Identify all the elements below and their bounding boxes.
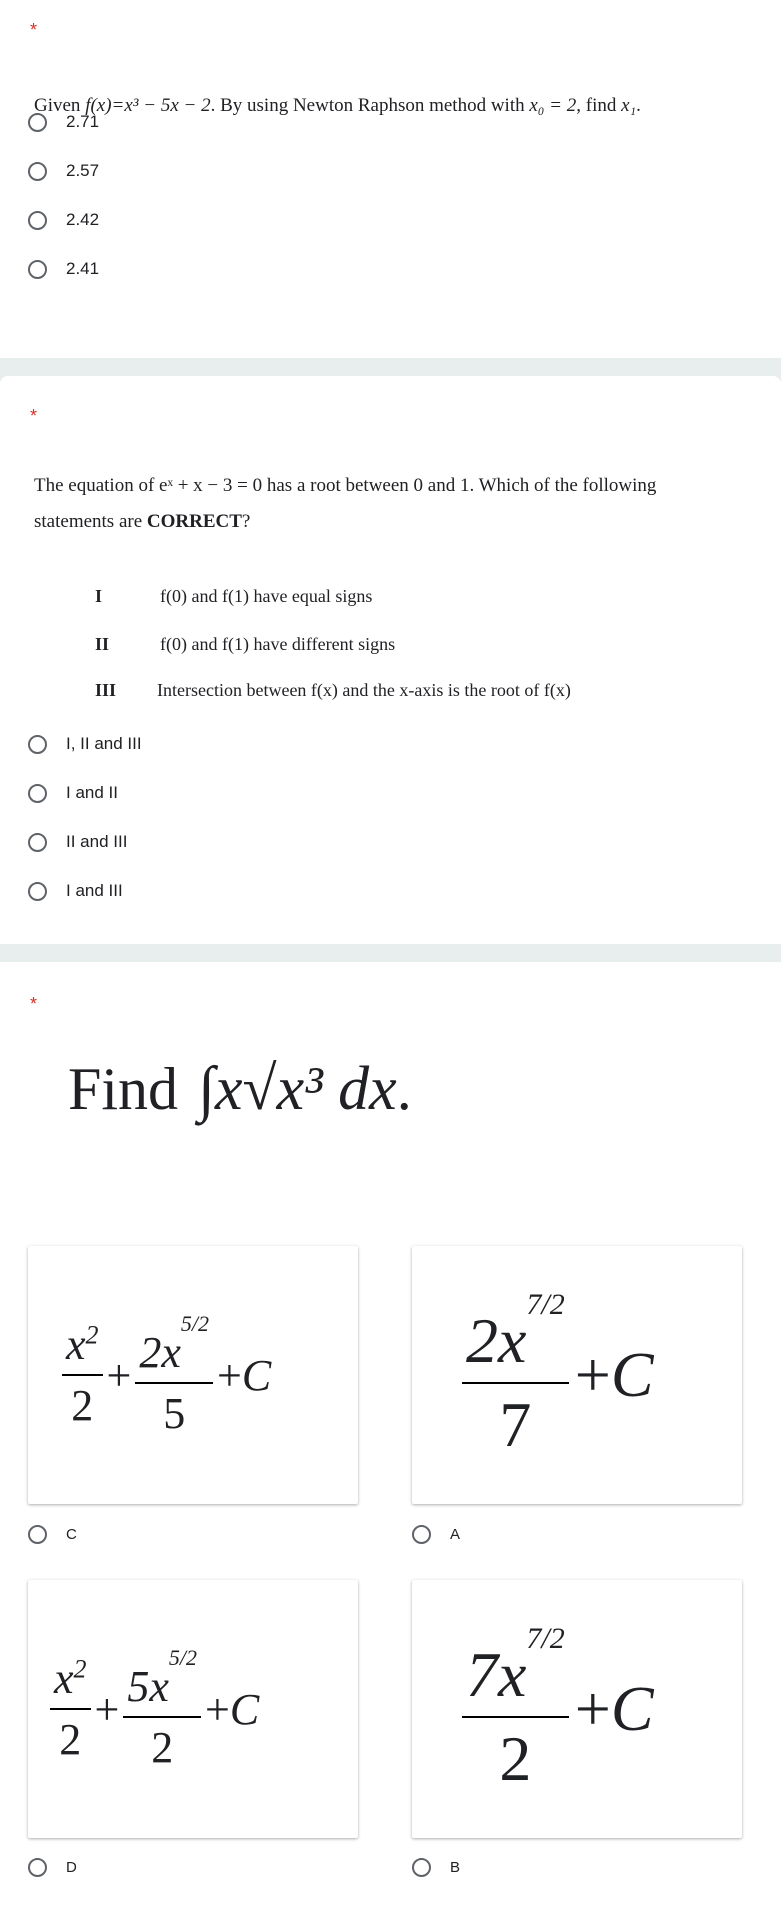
question-card-2 (0, 376, 781, 944)
question-card-3 (0, 962, 781, 1915)
card-separator (0, 944, 781, 962)
formula-a: $\frac{2x^{7/2}}{7}$ +C (412, 1246, 742, 1504)
question-1-text: Given f(x)=x³ − 5x − 2. By using Newton Raphson method with x₀ = 2, find x₁. (34, 95, 641, 116)
question-3-text: Find ∫x√x³ dx . (68, 1055, 412, 1123)
required-marker: * (30, 406, 38, 426)
find-word: Find (68, 1056, 179, 1122)
choice-image-c (28, 1246, 358, 1504)
integral-expression: ∫x√x³ dx (198, 1055, 397, 1123)
radio-button[interactable] (28, 162, 47, 181)
question-2-line-1: The equation of eˣ + x − 3 = 0 has a root between 0 and 1. Which of the following (34, 475, 657, 496)
option-label: C (66, 1525, 77, 1543)
question-2-line-2: statements are CORRECT? (34, 511, 251, 532)
q1-option-4[interactable] (28, 253, 99, 285)
q1-option-3[interactable] (28, 204, 99, 236)
option-label: I and II (66, 783, 118, 802)
q2-option-2[interactable] (28, 777, 118, 809)
q3-option-a[interactable] (412, 1518, 460, 1550)
formula-c: $\frac{x^2}{2}$ + $\frac{2x^{5/2}}{5}$ +C (28, 1246, 358, 1504)
radio-button[interactable] (28, 1525, 47, 1544)
radio-button[interactable] (412, 1525, 431, 1544)
option-label: D (66, 1858, 77, 1876)
statement-text-2: f(0) and f(1) have different signs (160, 634, 396, 654)
required-marker: * (30, 994, 38, 1014)
radio-button[interactable] (28, 113, 47, 132)
choice-image-d (28, 1580, 358, 1838)
radio-button[interactable] (28, 833, 47, 852)
question-card-1 (0, 0, 781, 358)
q3-option-c[interactable] (28, 1518, 77, 1550)
radio-button[interactable] (28, 1858, 47, 1877)
q1-option-1[interactable] (28, 106, 99, 138)
choice-image-a (412, 1246, 742, 1504)
required-marker: * (30, 20, 38, 40)
q2-option-4[interactable] (28, 875, 123, 907)
radio-button[interactable] (28, 882, 47, 901)
radio-button[interactable] (28, 784, 47, 803)
statement-number-3: III (95, 680, 117, 700)
option-label: I, II and III (66, 734, 142, 753)
statement-number-2: II (95, 634, 110, 654)
option-label: 2.57 (66, 161, 100, 180)
q2-option-3[interactable] (28, 826, 127, 858)
option-label: 2.41 (66, 259, 100, 278)
radio-button[interactable] (28, 211, 47, 230)
radio-button[interactable] (412, 1858, 431, 1877)
option-label: 2.71 (66, 112, 100, 131)
radio-button[interactable] (28, 735, 47, 754)
statement-text-3: Intersection between f(x) and the x-axis is the root of f(x) (157, 680, 571, 700)
option-label: A (450, 1525, 461, 1543)
q1-option-2[interactable] (28, 155, 99, 187)
statement-text-1: f(0) and f(1) have equal signs (160, 586, 373, 606)
question-2-text (34, 468, 747, 540)
option-label: I and III (66, 881, 123, 900)
option-label: II and III (66, 832, 128, 851)
option-label: B (450, 1858, 461, 1876)
q3-option-b[interactable] (412, 1851, 460, 1883)
q3-option-d[interactable] (28, 1851, 77, 1883)
formula-d: $\frac{x^2}{2}$ + $\frac{5x^{5/2}}{2}$ +C (28, 1580, 358, 1838)
option-label: 2.42 (66, 210, 100, 229)
choice-image-b (412, 1580, 742, 1838)
formula-b: $\frac{7x^{7/2}}{2}$ +C (412, 1580, 742, 1838)
q2-option-1[interactable] (28, 728, 142, 760)
radio-button[interactable] (28, 260, 47, 279)
statement-number-1: I (95, 586, 103, 606)
